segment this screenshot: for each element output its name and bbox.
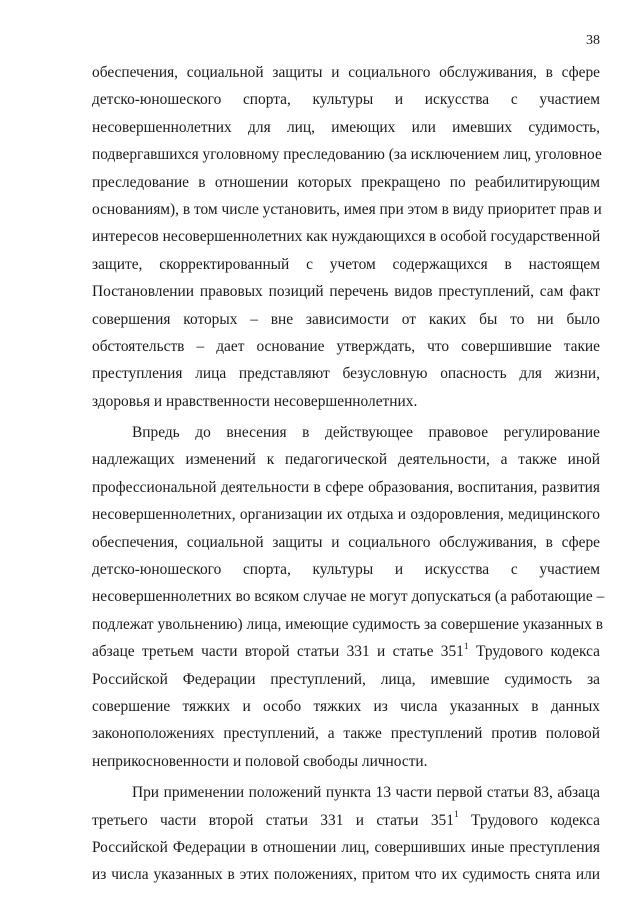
text-line: подвергавшихся уголовному преследованию (за исключением лиц, уголовное	[92, 146, 602, 164]
text-line: обеспечения, социальной защиты и социального обслуживания, в сфере	[92, 533, 600, 551]
text-line: подлежат увольнению) лица, имеющие судимость за совершение указанных в	[92, 615, 604, 633]
text-line: основаниям), в том числе установить, имея при этом в виду приоритет прав и	[92, 200, 602, 218]
text-line: обеспечения, социальной защиты и социального обслуживания, в сфере	[92, 64, 600, 81]
text-line: законоположениях преступлений, а также преступлений против половой	[92, 725, 600, 743]
text-line: неприкосновенности и половой свободы личности.	[92, 752, 428, 770]
text-line: несовершеннолетних, организации их отдыха и оздоровления, медицинского	[92, 506, 600, 524]
body-text	[92, 62, 605, 892]
text-line: обстоятельств – дает основание утверждать, что совершившие такие	[92, 337, 600, 355]
text-segment: Трудового кодекса	[468, 643, 601, 661]
text-segment: Трудового кодекса	[458, 811, 600, 829]
text-line: Постановлении правовых позиций перечень видов преступлений, сам факт	[92, 283, 600, 301]
superscript: 1	[453, 810, 459, 821]
text-line: надлежащих изменений к педагогической деятельности, а также иной	[92, 451, 600, 469]
text-line: Российской Федерации в отношении лиц, совершивших иные преступления	[92, 838, 600, 856]
text-line: профессиональной деятельности в сфере образования, воспитания, развития	[92, 478, 600, 496]
superscript: 1	[463, 642, 469, 653]
text-line: несовершеннолетних для лиц, имеющих или имевших судимость,	[92, 118, 600, 136]
text-line: совершения которых – вне зависимости от каких бы то ни было	[92, 310, 600, 328]
text-line: При применении положений пункта 13 части первой статьи 83, абзаца	[132, 784, 600, 802]
text-segment: абзаце третьем части второй статьи 331 и статье 351	[92, 643, 464, 661]
text-line	[92, 641, 600, 668]
text-line: защите, скорректированный с учетом содержащихся в настоящем	[92, 255, 600, 273]
text-line: Российской Федерации преступлений, лица, имевшие судимость за	[92, 670, 600, 688]
text-line: детско-юношеского спорта, культуры и искусства с участием	[92, 91, 600, 109]
text-line: здоровья и нравственности несовершеннолетних.	[92, 392, 418, 410]
text-line: преступления лица представляют безусловную опасность для жизни,	[92, 365, 600, 383]
text-line: Впредь до внесения в действующее правовое регулирование	[132, 424, 600, 442]
text-segment: третьего части второй статьи 331 и статьи 351	[92, 811, 454, 829]
text-line: детско-юношеского спорта, культуры и искусства с участием	[92, 561, 600, 579]
text-line: несовершеннолетних во всяком случае не могут допускаться (а работающие –	[92, 588, 605, 606]
text-line	[92, 810, 600, 837]
text-line: интересов несовершеннолетних как нуждающихся в особой государственной	[92, 228, 601, 246]
text-line: преследование в отношении которых прекращено по реабилитирующим	[92, 173, 600, 191]
text-line: из числа указанных в этих положениях, притом что их судимость снята или	[92, 866, 600, 884]
page-number: 38	[586, 33, 600, 48]
text-line: совершение тяжких и особо тяжких из числа указанных в данных	[92, 697, 600, 715]
